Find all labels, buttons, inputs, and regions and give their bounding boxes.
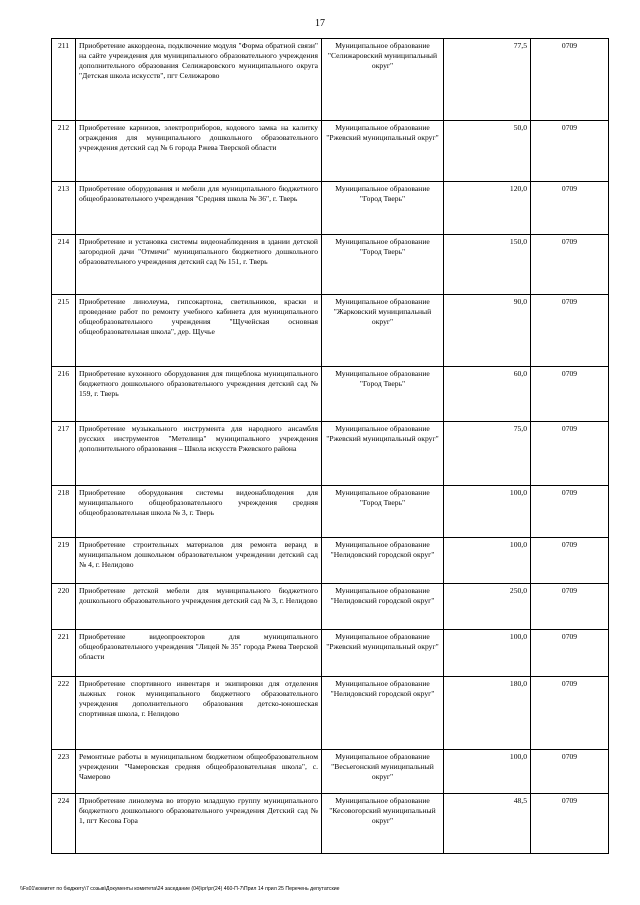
row-code: 0709 — [531, 538, 609, 584]
file-path-footer: \\Fs01\комитет по бюджету\7 созыв\Документы комитета\24 заседание (04)\рг\рг(24) 460-П-7\Прил 14 прил 25 Перечень депутатские — [20, 886, 340, 892]
table-row — [52, 630, 609, 677]
row-code: 0709 — [531, 677, 609, 750]
row-code: 0709 — [531, 584, 609, 630]
row-recipient: Муниципальное образование "Город Тверь" — [322, 182, 444, 235]
table-row — [52, 538, 609, 584]
row-description: Приобретение строительных материалов для ремонта веранд в муниципальном дошкольном образовательном учреждении детский сад № 4, г. Нелидово — [76, 538, 322, 584]
row-recipient: Муниципальное образование "Город Тверь" — [322, 486, 444, 538]
row-amount: 100,0 — [444, 750, 531, 794]
row-code: 0709 — [531, 39, 609, 121]
row-amount: 100,0 — [444, 630, 531, 677]
page-number: 17 — [315, 18, 325, 29]
row-recipient: Муниципальное образование "Город Тверь" — [322, 367, 444, 422]
row-description: Приобретение оборудования системы видеонаблюдения для муниципального общеобразовательного учреждения средняя общеобразовательная школа № 3, г. Тверь — [76, 486, 322, 538]
row-description: Приобретение карнизов, электроприборов, кодового замка на калитку ограждения для муниципального дошкольного образовательного учреждения детский сад № 6 города Ржева Тверской области — [76, 121, 322, 182]
row-number: 217 — [52, 422, 76, 486]
table-row — [52, 677, 609, 750]
row-amount: 90,0 — [444, 295, 531, 367]
row-amount: 250,0 — [444, 584, 531, 630]
row-code: 0709 — [531, 486, 609, 538]
row-description: Приобретение видеопроекторов для муниципального общеобразовательного учреждения "Лицей № 35" города Ржева Тверской области — [76, 630, 322, 677]
row-number: 222 — [52, 677, 76, 750]
row-code: 0709 — [531, 182, 609, 235]
row-recipient: Муниципальное образование "Ржевский муниципальный округ" — [322, 422, 444, 486]
table-row — [52, 367, 609, 422]
row-recipient: Муниципальное образование "Нелидовский городской округ" — [322, 538, 444, 584]
table-row — [52, 584, 609, 630]
row-number: 220 — [52, 584, 76, 630]
row-description: Приобретение музыкального инструмента для народного ансамбля русских инструментов "Метелица" муниципального учреждения дополнительного образования – Школа искусств Ржевского района — [76, 422, 322, 486]
row-amount: 50,0 — [444, 121, 531, 182]
row-code: 0709 — [531, 794, 609, 854]
row-amount: 120,0 — [444, 182, 531, 235]
table-row — [52, 182, 609, 235]
row-number: 215 — [52, 295, 76, 367]
row-recipient: Муниципальное образование "Нелидовский городской округ" — [322, 677, 444, 750]
row-amount: 100,0 — [444, 538, 531, 584]
row-description: Приобретение линолеума во вторую младшую группу муниципального бюджетного дошкольного образовательного учреждения Детский сад № 1, пгт Кесова Гора — [76, 794, 322, 854]
row-amount: 77,5 — [444, 39, 531, 121]
row-description: Ремонтные работы в муниципальном бюджетном общеобразовательном учреждении "Чамеровская средняя общеобразовательная школа", с. Чамерово — [76, 750, 322, 794]
appropriations-table — [51, 38, 609, 854]
table-row — [52, 121, 609, 182]
row-amount: 100,0 — [444, 486, 531, 538]
row-description: Приобретение аккордеона, подключение модуля "Форма обратной связи" на сайте учреждения для муниципального образовательного учреждения дополнительного образования Селижаровского муниципального округа "Детская школа искусств", пгт Селижарово — [76, 39, 322, 121]
row-number: 212 — [52, 121, 76, 182]
row-code: 0709 — [531, 121, 609, 182]
row-number: 211 — [52, 39, 76, 121]
row-recipient: Муниципальное образование "Ржевский муниципальный округ" — [322, 630, 444, 677]
row-code: 0709 — [531, 367, 609, 422]
row-recipient: Муниципальное образование "Селижаровский муниципальный округ" — [322, 39, 444, 121]
row-description: Приобретение детской мебели для муниципального бюджетного дошкольного образовательного учреждения детский сад № 3, г. Нелидово — [76, 584, 322, 630]
row-description: Приобретение линолеума, гипсокартона, светильников, краски и проведение работ по ремонту учебного кабинета для муниципального общеобразовательного учреждения "Щучейская основная общеобразовательная школа", дер. Щучье — [76, 295, 322, 367]
row-recipient: Муниципальное образование "Жарковский муниципальный округ" — [322, 295, 444, 367]
row-recipient: Муниципальное образование "Весьегонский муниципальный округ" — [322, 750, 444, 794]
row-recipient: Муниципальное образование "Ржевский муниципальный округ" — [322, 121, 444, 182]
row-number: 216 — [52, 367, 76, 422]
row-number: 224 — [52, 794, 76, 854]
table-row — [52, 422, 609, 486]
table-row — [52, 235, 609, 295]
row-recipient: Муниципальное образование "Город Тверь" — [322, 235, 444, 295]
row-recipient: Муниципальное образование "Нелидовский городской округ" — [322, 584, 444, 630]
table-row — [52, 295, 609, 367]
row-number: 214 — [52, 235, 76, 295]
table-row — [52, 486, 609, 538]
row-description: Приобретение кухонного оборудования для пищеблока муниципального бюджетного дошкольного образовательного учреждения детский сад № 159, г. Тверь — [76, 367, 322, 422]
row-description: Приобретение оборудования и мебели для муниципального бюджетного общеобразовательного учреждения "Средняя школа № 36", г. Тверь — [76, 182, 322, 235]
row-amount: 150,0 — [444, 235, 531, 295]
row-amount: 48,5 — [444, 794, 531, 854]
row-number: 218 — [52, 486, 76, 538]
row-code: 0709 — [531, 422, 609, 486]
row-code: 0709 — [531, 295, 609, 367]
row-number: 213 — [52, 182, 76, 235]
row-amount: 60,0 — [444, 367, 531, 422]
row-amount: 180,0 — [444, 677, 531, 750]
row-recipient: Муниципальное образование "Кесовогорский муниципальный округ" — [322, 794, 444, 854]
row-number: 219 — [52, 538, 76, 584]
table-row — [52, 750, 609, 794]
row-description: Приобретение и установка системы видеонаблюдения в здании детской загородной дачи "Отмичи" муниципального бюджетного дошкольного образовательного учреждения детский сад № 151, г. Тверь — [76, 235, 322, 295]
row-number: 223 — [52, 750, 76, 794]
row-amount: 75,0 — [444, 422, 531, 486]
row-code: 0709 — [531, 630, 609, 677]
row-code: 0709 — [531, 750, 609, 794]
row-description: Приобретение спортивного инвентаря и экипировки для отделения лыжных гонок муниципального бюджетного образовательного учреждения дополнительного образования детско-юношеская спортивная школа, г. Нелидово — [76, 677, 322, 750]
row-number: 221 — [52, 630, 76, 677]
table-row — [52, 39, 609, 121]
table-row — [52, 794, 609, 854]
row-code: 0709 — [531, 235, 609, 295]
